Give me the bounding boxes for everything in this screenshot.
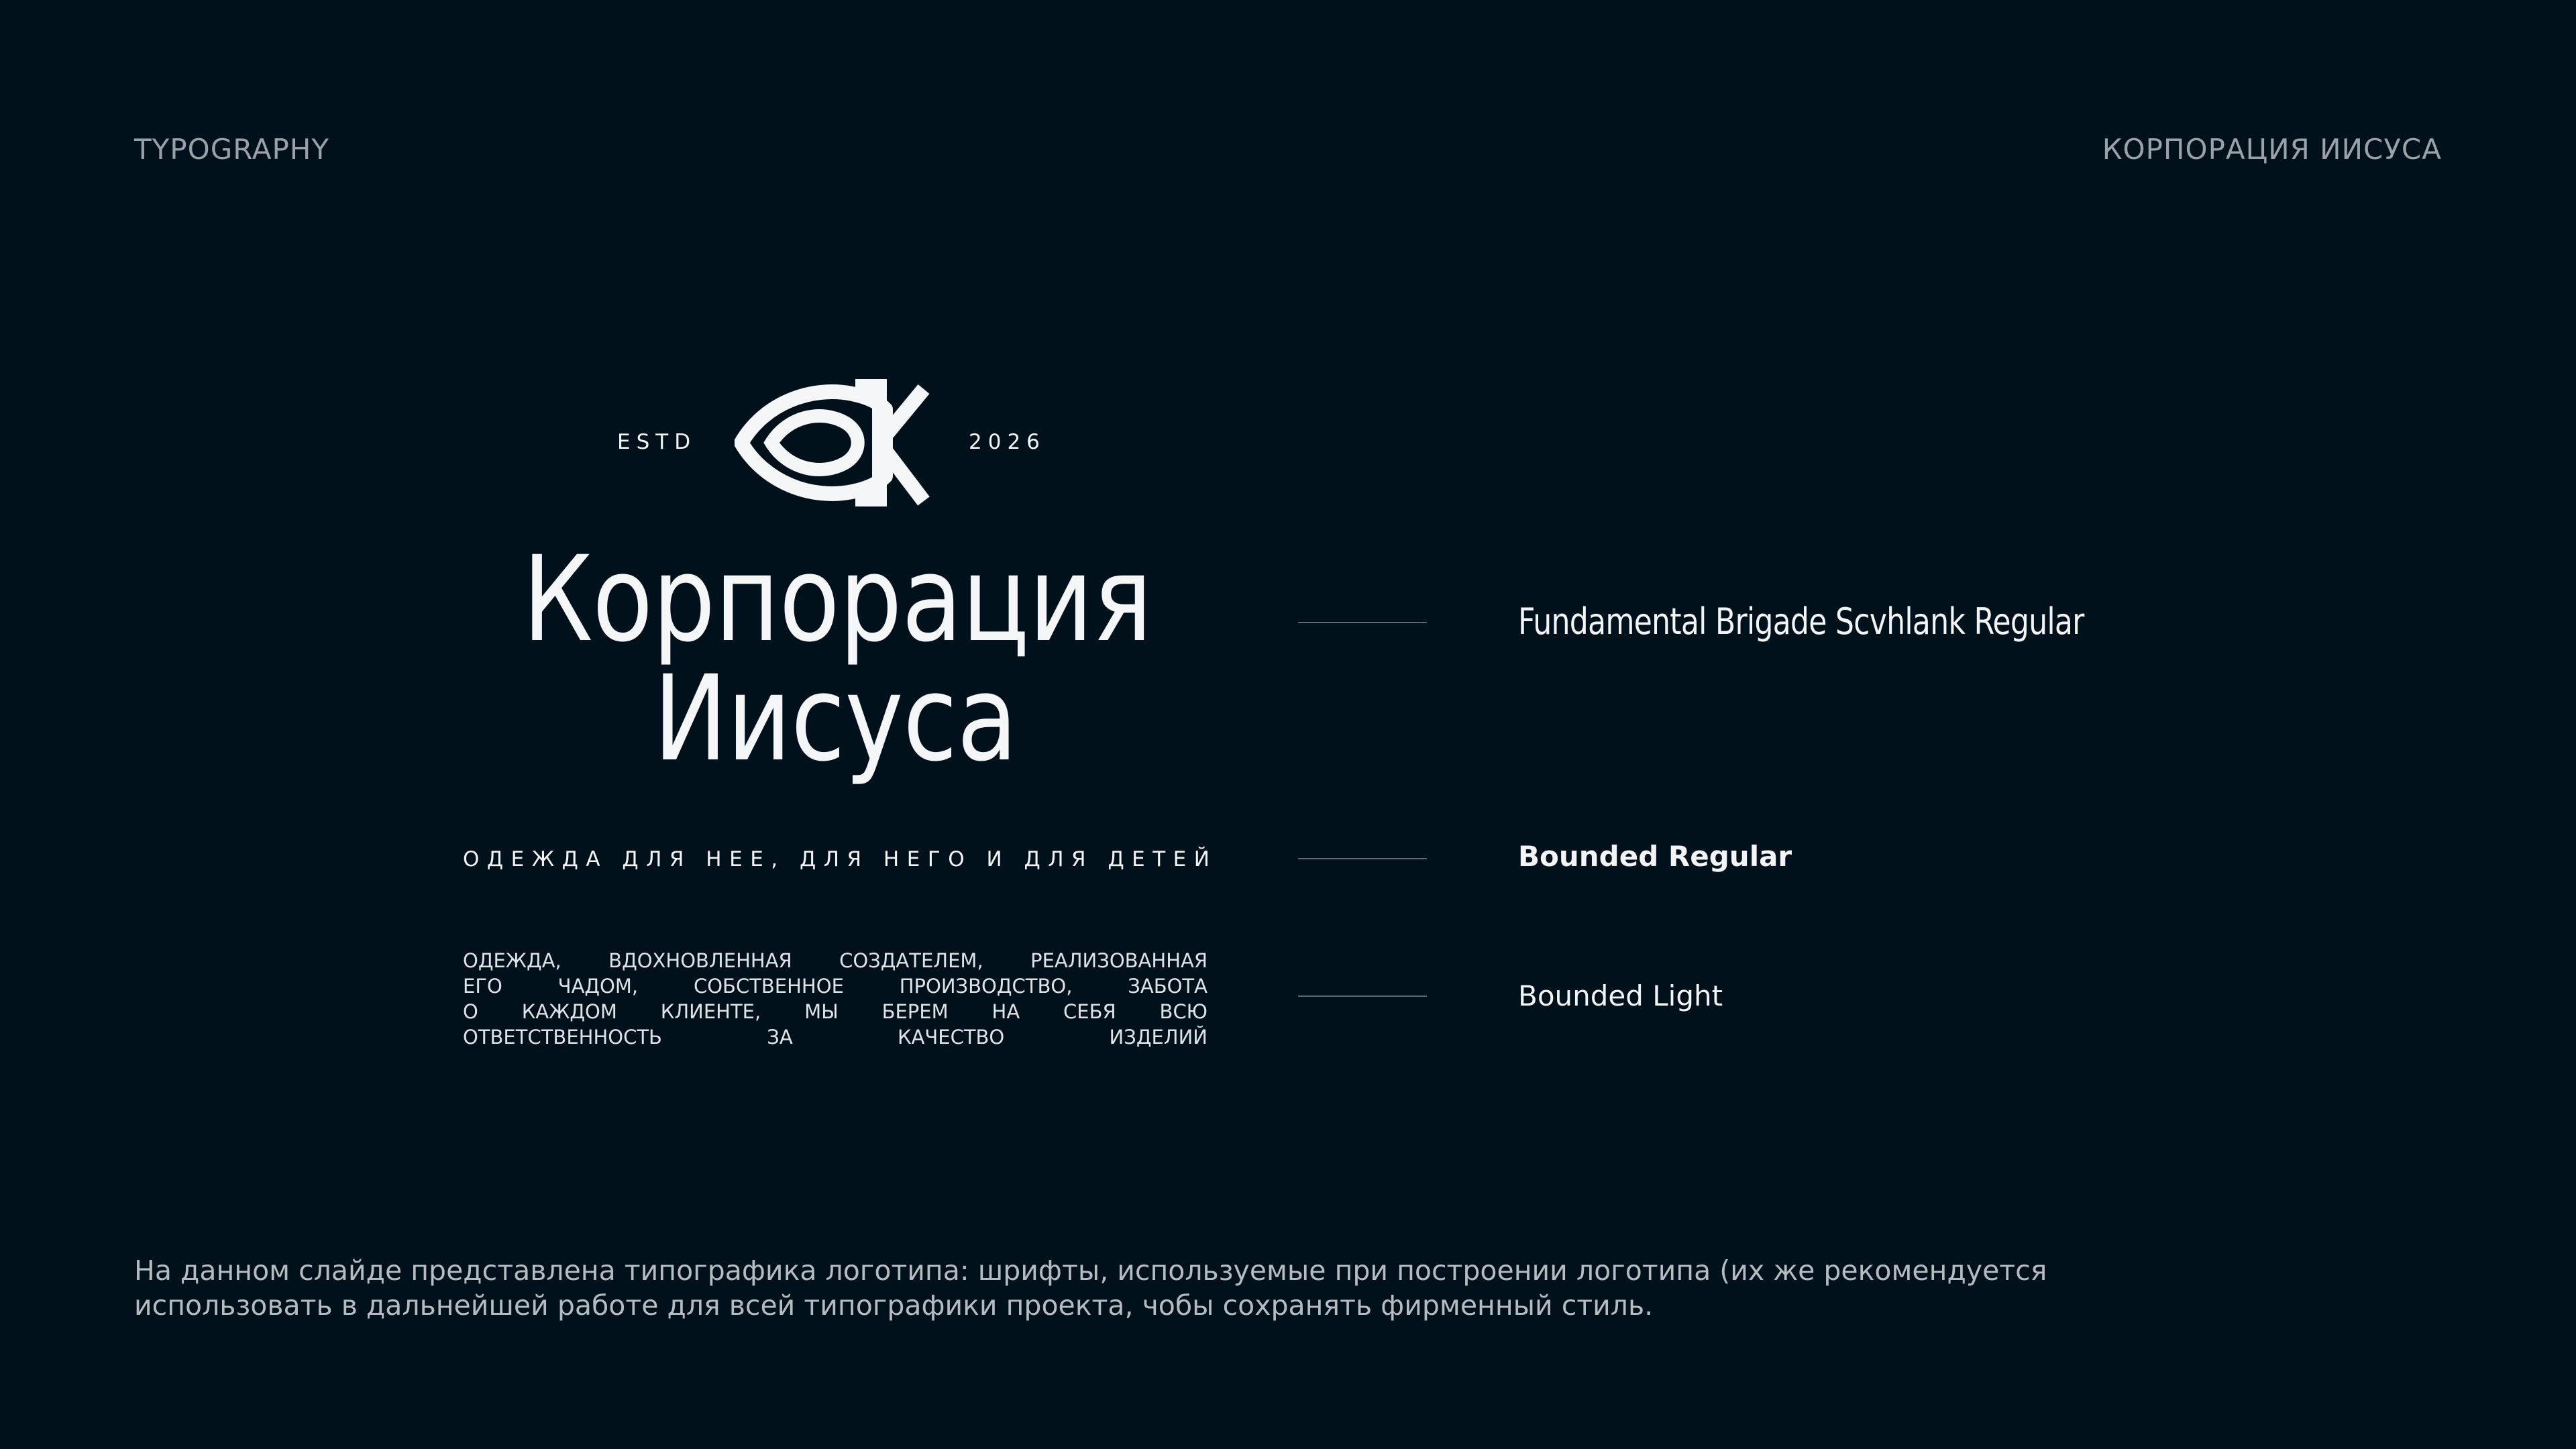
slide-description bbox=[134, 1253, 2442, 1323]
description-line: О КАЖДОМ КЛИЕНТЕ, МЫ БЕРЕМ НА СЕБЯ ВСЮ bbox=[463, 1000, 1208, 1023]
estd-label: ESTD bbox=[617, 430, 697, 454]
connector-line bbox=[1298, 996, 1427, 997]
fish-letter-k-emblem-icon bbox=[735, 379, 936, 506]
estd-row bbox=[463, 372, 1208, 510]
brand-description bbox=[463, 948, 1208, 1050]
description-line: ЕГО ЧАДОМ, СОБСТВЕННОЕ ПРОИЗВОДСТВО, ЗАБОТА bbox=[463, 975, 1208, 998]
footer-line-1: На данном слайде представлена типографика логотипа: шрифты, используемые при построении логотипа (их же рекомендуется bbox=[134, 1254, 2047, 1287]
estd-year: 2026 bbox=[969, 430, 1046, 454]
footer-line-2: использовать в дальнейшей работе для всей типографики проекта, чобы сохранять фирменный стиль. bbox=[134, 1289, 1654, 1322]
logo-lockup bbox=[463, 372, 1218, 1060]
brand-header: КОРПОРАЦИЯ ИИСУСА bbox=[2102, 133, 2442, 166]
wordmark-line-1: Корпорация bbox=[522, 531, 1152, 668]
font-name-light: Bounded Light bbox=[1518, 979, 1723, 1012]
font-name-display: Fundamental Brigade Scvhlank Regular bbox=[1518, 600, 2084, 643]
section-title: TYPOGRAPHY bbox=[134, 133, 330, 166]
logo-tagline: ОДЕЖДА ДЛЯ НЕЕ, ДЛЯ НЕГО И ДЛЯ ДЕТЕЙ bbox=[463, 847, 1218, 871]
description-line: ОТВЕТСТВЕННОСТЬ ЗА КАЧЕСТВО ИЗДЕЛИЙ bbox=[463, 1026, 1208, 1049]
connector-line bbox=[1298, 858, 1427, 859]
logo-wordmark bbox=[522, 531, 1152, 788]
connector-line bbox=[1298, 622, 1427, 623]
font-name-regular: Bounded Regular bbox=[1518, 840, 1792, 873]
wordmark-line-2: Иисуса bbox=[653, 650, 1018, 788]
description-line: ОДЕЖДА, ВДОХНОВЛЕННАЯ СОЗДАТЕЛЕМ, РЕАЛИЗОВАННАЯ bbox=[463, 949, 1208, 972]
